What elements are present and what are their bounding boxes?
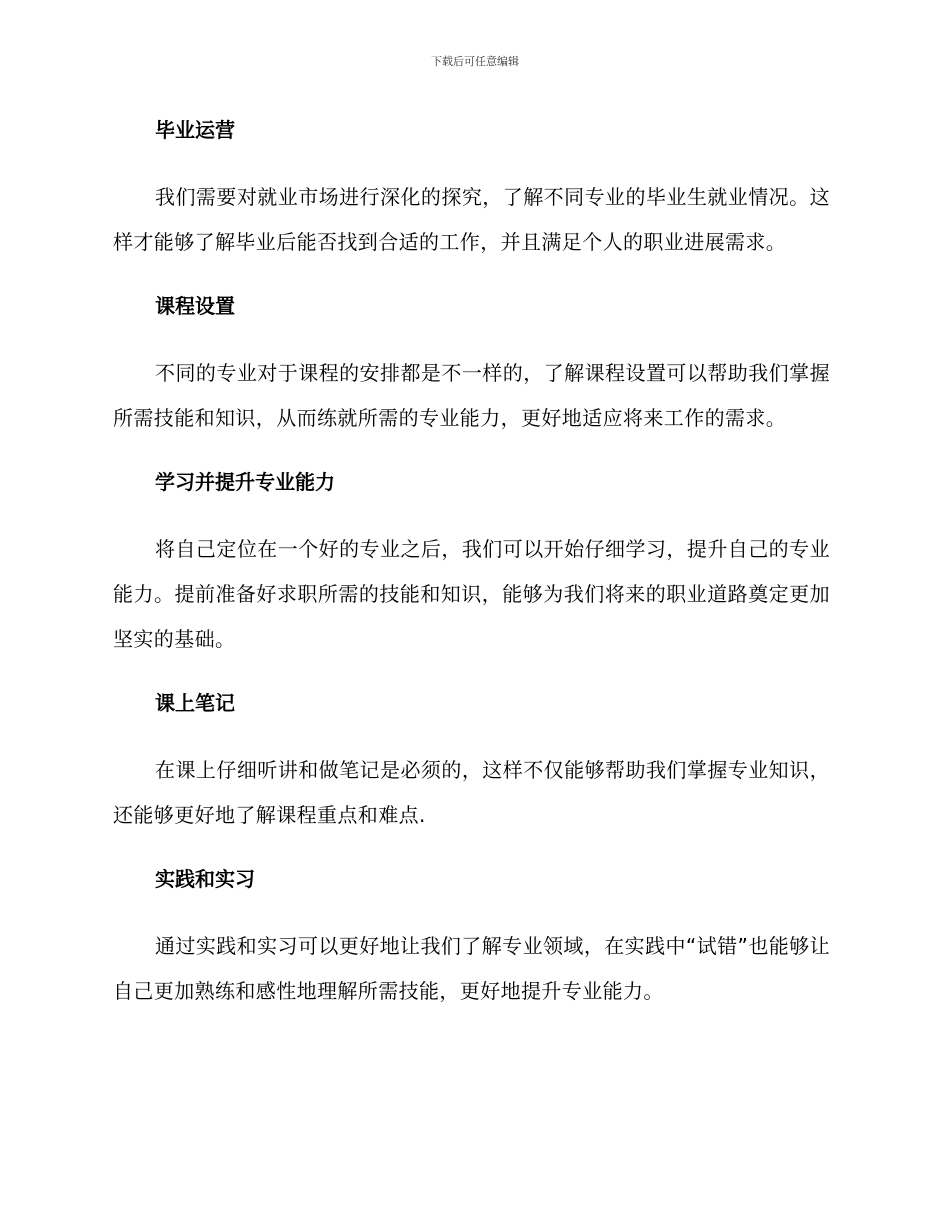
section-class-notes [113, 689, 830, 838]
section-improve-skills [113, 468, 830, 662]
section-paragraph: 我们需要对就业市场进行深化的探究，了解不同专业的毕业生就业情况。这样才能够了解毕业后能否找到合适的工作，并且满足个人的职业进展需求。 [113, 185, 830, 254]
section-paragraph: 不同的专业对于课程的安排都是不一样的，了解课程设置可以帮助我们掌握所需技能和知识，从而练就所需的专业能力，更好地适应将来工作的需求。 [113, 361, 830, 430]
section-course-setup [113, 292, 830, 441]
section-heading: 学习并提升专业能力 [155, 470, 335, 494]
document-body [113, 112, 830, 1041]
section-paragraph: 将自己定位在一个好的专业之后，我们可以开始仔细学习，提升自己的专业能力。提前准备好求职所需的技能和知识，能够为我们将来的职业道路奠定更加坚实的基础。 [113, 537, 830, 651]
section-paragraph: 在课上仔细听讲和做笔记是必须的，这样不仅能够帮助我们掌握专业知识，还能够更好地了解课程重点和难点. [113, 758, 830, 827]
section-practice-internship [113, 865, 830, 1014]
section-heading: 实践和实习 [155, 867, 255, 891]
section-paragraph: 通过实践和实习可以更好地让我们了解专业领域，在实践中“试错”也能够让自己更加熟练和感性地理解所需技能，更好地提升专业能力。 [113, 934, 830, 1003]
section-heading: 毕业运营 [155, 118, 235, 142]
section-graduation-operations [113, 116, 830, 265]
section-heading: 课程设置 [155, 294, 235, 318]
section-heading: 课上笔记 [155, 691, 235, 715]
page-header: 下载后可任意编辑 [431, 55, 519, 68]
